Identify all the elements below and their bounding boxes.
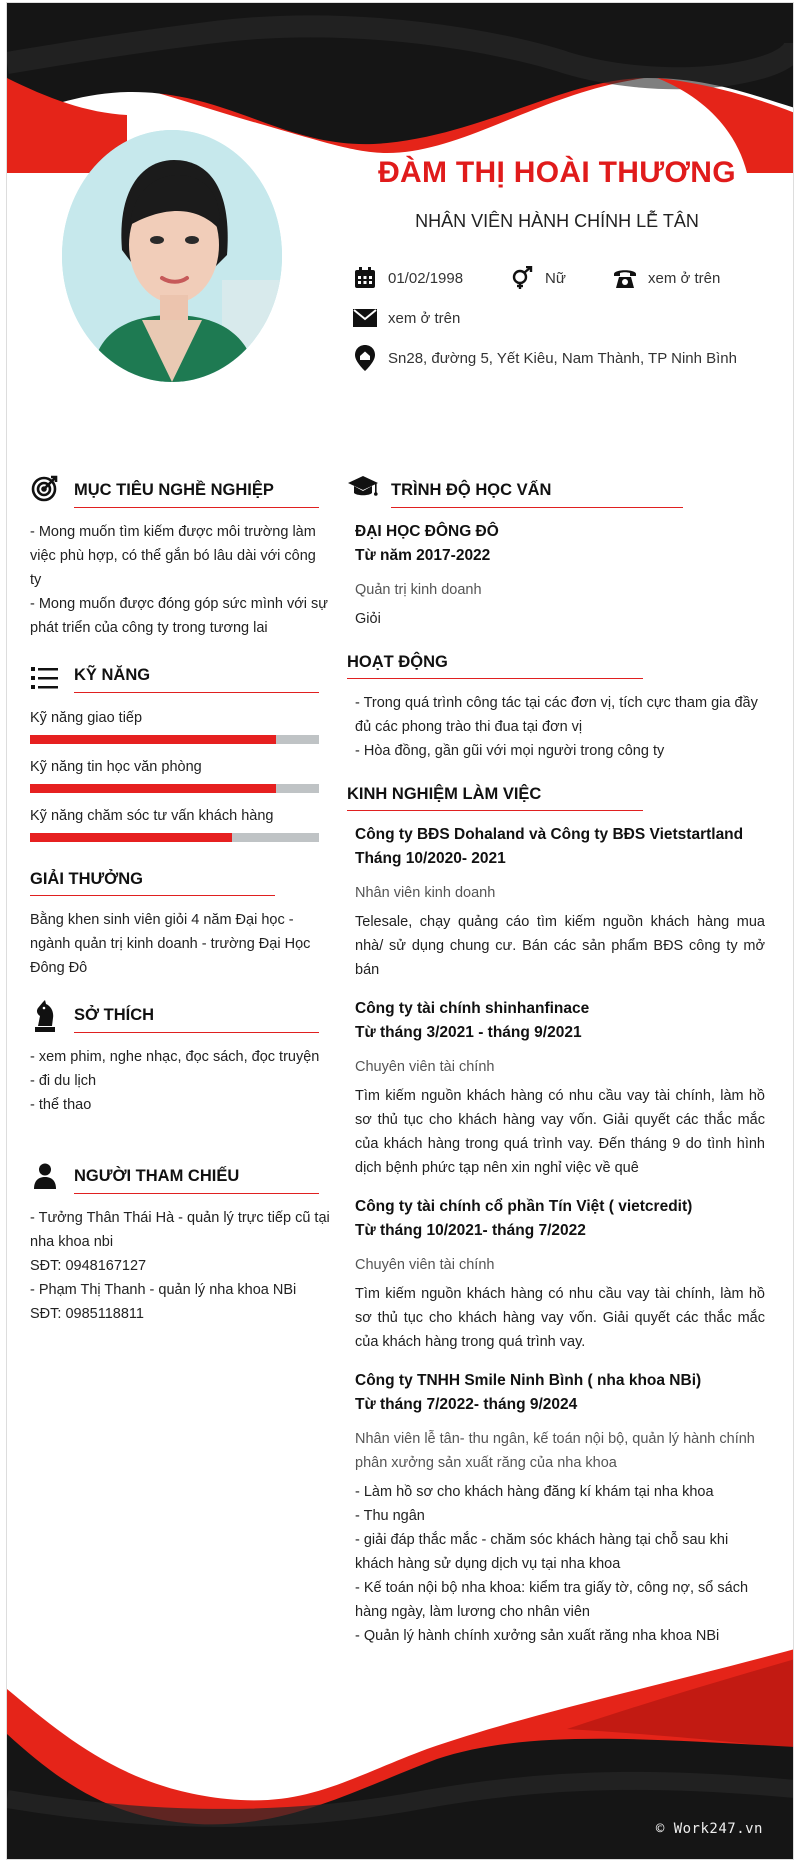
location-pin-icon (352, 345, 378, 371)
info-address (352, 345, 737, 371)
education-title: TRÌNH ĐỘ HỌC VẤN (391, 481, 552, 499)
reference-line: - Phạm Thị Thanh - quản lý nha khoa NBi (30, 1282, 297, 1298)
job-task: - Làm hồ sơ cho khách hàng đăng kí khám tại nha khoa (355, 1484, 714, 1500)
job-period: Từ tháng 7/2022- tháng 9/2024 (355, 1396, 578, 1413)
hobby-line: - đi du lịch (30, 1073, 97, 1089)
info-phone (612, 265, 720, 291)
references-title: NGƯỜI THAM CHIẾU (74, 1167, 240, 1185)
education-grade: Giỏi (355, 611, 381, 627)
job-position: Nhân viên kinh doanh (355, 885, 496, 901)
info-gender (509, 265, 566, 291)
address-value: Sn28, đường 5, Yết Kiêu, Nam Thành, TP Ninh Bình (388, 349, 737, 367)
info-email (352, 305, 460, 331)
job-period: Từ tháng 3/2021 - tháng 9/2021 (355, 1024, 582, 1041)
hobby-line: - thể thao (30, 1097, 92, 1113)
job-company: Công ty BĐS Dohaland và Công ty BĐS Vietstartland (355, 826, 744, 843)
activities-text (355, 691, 765, 763)
birthday-value: 01/02/1998 (388, 269, 464, 287)
job-task: - Thu ngân (355, 1508, 425, 1524)
job-task: - Kế toán nội bộ nha khoa: kiểm tra giấy tờ, công nợ, sổ sách hàng ngày, làm lương cho nhân viên (355, 1580, 749, 1620)
activity-line: - Hòa đồng, gần gũi với mọi người trong công ty (355, 743, 665, 759)
hobbies-text (30, 1045, 320, 1117)
skill-bar-fill (30, 735, 276, 744)
footer-copyright: © Work247.vn (655, 1821, 763, 1837)
awards-text: Bằng khen sinh viên giỏi 4 năm Đại học - ngành quản trị kinh doanh - trường Đại Học Đông Đô (30, 912, 311, 976)
phone-value: xem ở trên (648, 269, 721, 287)
reference-line: - Tưởng Thân Thái Hà - quản lý trực tiếp cũ tại nha khoa nbi (30, 1210, 330, 1250)
info-birthday (352, 265, 463, 291)
skills-title: KỸ NĂNG (74, 666, 151, 684)
hobbies-underline (74, 1032, 319, 1033)
objective-line: - Mong muốn được đóng góp sức mình với sự phát triển của công ty trong tương lai (30, 596, 328, 636)
job-description-list (355, 1480, 765, 1648)
reference-line: SĐT: 0948167127 (30, 1258, 147, 1274)
job-description: Telesale, chạy quảng cáo tìm kiếm nguồn khách hàng mua nhà/ sử dụng chung cư. Bán các sản phẩm BĐS công ty mở bán (355, 914, 765, 978)
job-task: - Quản lý hành chính xưởng sản xuất răng nha khoa NBi (355, 1628, 720, 1644)
email-value: xem ở trên (388, 309, 461, 327)
skill-name: Kỹ năng tin học văn phòng (30, 759, 202, 775)
education-period: Từ năm 2017-2022 (355, 547, 491, 564)
candidate-name: ĐÀM THỊ HOÀI THƯƠNG (378, 156, 736, 189)
activities-underline (347, 678, 643, 679)
chess-knight-icon (30, 1001, 60, 1031)
objective-text (30, 520, 330, 640)
skill-bar (30, 833, 319, 842)
target-icon (30, 473, 60, 503)
awards-underline (30, 895, 275, 896)
gender-icon (509, 265, 535, 291)
skills-underline (74, 692, 319, 693)
skill-name: Kỹ năng chăm sóc tư vấn khách hàng (30, 808, 274, 824)
objective-title: MỤC TIÊU NGHỀ NGHIỆP (74, 481, 274, 499)
education-underline (391, 507, 683, 508)
activity-line: - Trong quá trình công tác tại các đơn vị, tích cực tham gia đầy đủ các phong trào thi đua tại đơn vị (355, 695, 758, 735)
profile-photo (62, 130, 282, 382)
person-icon (30, 1161, 60, 1191)
skill-name: Kỹ năng giao tiếp (30, 710, 143, 726)
job-period: Tháng 10/2020- 2021 (355, 850, 506, 867)
job-description: Tìm kiếm nguồn khách hàng có nhu cầu vay tài chính, làm hồ sơ thủ tục cho khách hàng vay vốn. Giải quyết các thắc mắc của khách hàng trong quá trình vay. Đến tháng 9 do tình hình dịch bệnh phức tạp nên xin nghỉ việc về quê (355, 1088, 765, 1176)
references-underline (74, 1193, 319, 1194)
awards-title: GIẢI THƯỞNG (30, 870, 144, 888)
envelope-icon (352, 305, 378, 331)
skill-bar (30, 735, 319, 744)
skill-bar (30, 784, 319, 793)
calendar-icon (352, 265, 378, 291)
reference-line: SĐT: 0985118811 (30, 1306, 144, 1322)
job-position: Nhân viên lễ tân- thu ngân, kế toán nội bộ, quản lý hành chính phân xưởng sản xuất răng của nha khoa (355, 1431, 755, 1471)
experience-underline (347, 810, 643, 811)
skill-bar-fill (30, 784, 276, 793)
graduation-cap-icon (348, 473, 378, 503)
job-position: Chuyên viên tài chính (355, 1059, 495, 1075)
list-icon (30, 663, 60, 693)
job-company: Công ty TNHH Smile Ninh Bình ( nha khoa NBi) (355, 1372, 702, 1389)
phone-icon (612, 265, 638, 291)
education-major: Quản trị kinh doanh (355, 582, 482, 598)
job-task: - giải đáp thắc mắc - chăm sóc khách hàng tại chỗ sau khi khách hàng sử dụng dịch vụ tại nha khoa (355, 1532, 729, 1572)
references-text (30, 1206, 330, 1326)
hobbies-title: SỞ THÍCH (74, 1006, 155, 1024)
activities-title: HOẠT ĐỘNG (347, 653, 448, 671)
education-school: ĐẠI HỌC ĐÔNG ĐÔ (355, 523, 499, 540)
objective-underline (74, 507, 319, 508)
hobby-line: - xem phim, nghe nhạc, đọc sách, đọc truyện (30, 1049, 320, 1065)
job-period: Từ tháng 10/2021- tháng 7/2022 (355, 1222, 586, 1239)
job-description: Tìm kiếm nguồn khách hàng có nhu cầu vay tài chính, làm hồ sơ thủ tục cho khách hàng vay vốn. Giải quyết các thắc mắc của khách hàng trong quá trình vay. (355, 1286, 765, 1350)
cv-page (6, 2, 794, 1860)
gender-value: Nữ (545, 269, 566, 287)
experience-title: KINH NGHIỆM LÀM VIỆC (347, 785, 542, 803)
skill-bar-fill (30, 833, 232, 842)
objective-line: - Mong muốn tìm kiếm được môi trường làm việc phù hợp, có thể gắn bó lâu dài với công ty (30, 524, 316, 588)
job-company: Công ty tài chính shinhanfinace (355, 1000, 590, 1017)
candidate-job-title: NHÂN VIÊN HÀNH CHÍNH LỄ TÂN (415, 211, 699, 231)
job-position: Chuyên viên tài chính (355, 1257, 495, 1273)
job-company: Công ty tài chính cổ phần Tín Việt ( vietcredit) (355, 1198, 693, 1215)
